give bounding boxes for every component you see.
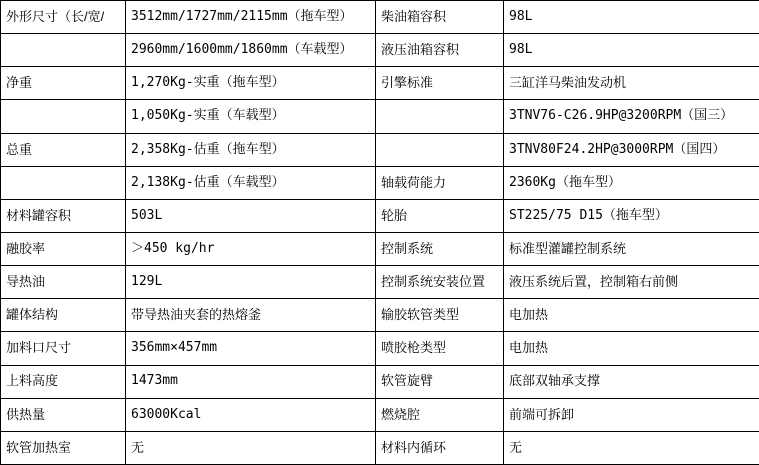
spec-label-left-text: 导热油 (6, 274, 46, 290)
spec-value-right-text: 底部双轴承支撑 (509, 373, 601, 389)
spec-label-left-text: 材料罐容积 (6, 207, 72, 223)
table-row (1, 1, 759, 34)
spec-value-right (504, 431, 759, 464)
spec-label-right (376, 166, 504, 199)
spec-label-right-text: 软管旋臂 (381, 373, 434, 389)
spec-label-left (1, 266, 126, 299)
spec-value-left-text: 带导热油夹套的热熔釜 (131, 307, 262, 323)
spec-value-right (504, 266, 759, 299)
spec-value-left (126, 199, 376, 232)
spec-label-left (1, 133, 126, 166)
table-row (1, 166, 759, 199)
table-row (1, 100, 759, 133)
spec-label-right-text: 控制系统 (381, 240, 434, 256)
spec-value-right (504, 100, 759, 133)
spec-value-right-text: 液压系统后置，控制箱右前侧 (509, 274, 679, 290)
spec-value-right-text: 98L (509, 42, 533, 58)
specifications-table-body (1, 1, 759, 465)
spec-value-right-text: 电加热 (509, 340, 549, 356)
spec-value-right (504, 398, 759, 431)
spec-value-right-text: ST225/75 D15（拖车型） (509, 207, 668, 223)
table-row (1, 365, 759, 398)
table-row (1, 34, 759, 67)
spec-value-left (126, 1, 376, 34)
spec-label-right-text: 材料内循环 (381, 439, 447, 455)
spec-label-left (1, 398, 126, 431)
spec-value-left (126, 266, 376, 299)
spec-label-right (376, 232, 504, 265)
spec-value-right (504, 232, 759, 265)
spec-value-left-text: 2,358Kg-估重（拖车型） (131, 141, 285, 157)
spec-value-right (504, 166, 759, 199)
spec-label-left (1, 166, 126, 199)
spec-label-right (376, 299, 504, 332)
table-row (1, 199, 759, 232)
spec-value-right-text: 三缸洋马柴油发动机 (509, 75, 627, 91)
spec-value-left-text: 1473mm (131, 373, 178, 389)
spec-value-right (504, 299, 759, 332)
spec-label-right-text: 柴油箱容积 (381, 8, 447, 24)
spec-value-left (126, 365, 376, 398)
spec-label-left-text: 上料高度 (6, 373, 59, 389)
table-row (1, 67, 759, 100)
spec-value-left-text: 63000Kcal (131, 406, 202, 422)
spec-label-left-text: 供热量 (6, 406, 46, 422)
spec-value-left-text: 503L (131, 207, 163, 223)
table-row (1, 232, 759, 265)
spec-label-right (376, 34, 504, 67)
spec-label-right-text: 控制系统安装位置 (381, 274, 486, 290)
spec-value-right-text: 2360Kg（拖车型） (509, 174, 621, 190)
spec-label-left (1, 34, 126, 67)
spec-value-right-text: 98L (509, 8, 533, 24)
spec-label-left-text: 融胶率 (6, 240, 46, 256)
spec-label-right-text: 轴载荷能力 (381, 174, 447, 190)
spec-value-left-text: 3512mm/1727mm/2115mm（拖车型） (131, 8, 353, 24)
spec-label-left-text: 净重 (6, 75, 33, 91)
spec-value-right-text: 前端可拆卸 (509, 406, 575, 422)
spec-value-left-text: 1,050Kg-实重（车载型） (131, 108, 285, 124)
spec-value-left-text: 129L (131, 274, 163, 290)
spec-value-left (126, 232, 376, 265)
spec-value-left (126, 133, 376, 166)
spec-label-left-text: 外形尺寸（长/宽/ (6, 8, 105, 24)
table-row (1, 431, 759, 464)
table-row (1, 299, 759, 332)
spec-value-left (126, 431, 376, 464)
spec-label-right-text: 燃烧腔 (381, 406, 421, 422)
spec-value-right (504, 133, 759, 166)
spec-value-right-text: 电加热 (509, 307, 549, 323)
spec-value-left (126, 34, 376, 67)
spec-value-left-text: 2960mm/1600mm/1860mm（车载型） (131, 42, 353, 58)
spec-label-right (376, 431, 504, 464)
spec-label-right (376, 398, 504, 431)
spec-value-left (126, 67, 376, 100)
spec-label-right (376, 1, 504, 34)
spec-label-right (376, 100, 504, 133)
spec-value-left (126, 100, 376, 133)
spec-value-left (126, 398, 376, 431)
spec-label-left (1, 232, 126, 265)
table-row (1, 266, 759, 299)
spec-label-right (376, 67, 504, 100)
spec-value-left-text: 无 (131, 439, 145, 455)
spec-label-left-text: 加料口尺寸 (6, 340, 72, 356)
spec-value-right (504, 67, 759, 100)
spec-label-left (1, 100, 126, 133)
spec-label-left (1, 332, 126, 365)
spec-label-left (1, 431, 126, 464)
spec-label-right-text: 引擎标准 (381, 75, 434, 91)
spec-value-left (126, 332, 376, 365)
spec-label-right (376, 365, 504, 398)
spec-label-right (376, 332, 504, 365)
spec-value-left (126, 166, 376, 199)
spec-label-left-text: 罐体结构 (6, 307, 59, 323)
spec-value-right-text: 标准型灌罐控制系统 (509, 240, 627, 256)
spec-label-left-text: 总重 (6, 141, 33, 157)
spec-label-right-text: 轮胎 (381, 207, 408, 223)
spec-label-left (1, 365, 126, 398)
spec-label-left-text: 软管加热室 (6, 439, 72, 455)
spec-label-left (1, 199, 126, 232)
spec-label-left (1, 1, 126, 34)
spec-value-left-text: 2,138Kg-估重（车载型） (131, 174, 285, 190)
spec-label-right (376, 133, 504, 166)
spec-label-right-text: 喷胶枪类型 (381, 340, 447, 356)
spec-value-right-text: 无 (509, 439, 523, 455)
spec-value-left-text: ＞450 kg/hr (131, 240, 215, 256)
spec-label-right-text: 输胶软管类型 (381, 307, 460, 323)
spec-value-left-text: 356mm×457mm (131, 340, 218, 356)
spec-value-right (504, 199, 759, 232)
spec-label-left (1, 67, 126, 100)
spec-value-right (504, 34, 759, 67)
spec-label-left (1, 299, 126, 332)
spec-value-right (504, 1, 759, 34)
spec-label-right (376, 266, 504, 299)
spec-label-right (376, 199, 504, 232)
spec-value-left-text: 1,270Kg-实重（拖车型） (131, 75, 285, 91)
spec-label-right-text: 液压油箱容积 (381, 42, 460, 58)
spec-value-right-text: 3TNV80F24.2HP@3000RPM（国四） (509, 141, 726, 157)
table-row (1, 332, 759, 365)
table-row (1, 133, 759, 166)
spec-value-left (126, 299, 376, 332)
spec-value-right (504, 365, 759, 398)
spec-value-right (504, 332, 759, 365)
table-row (1, 398, 759, 431)
spec-value-right-text: 3TNV76-C26.9HP@3200RPM（国三） (509, 108, 734, 124)
